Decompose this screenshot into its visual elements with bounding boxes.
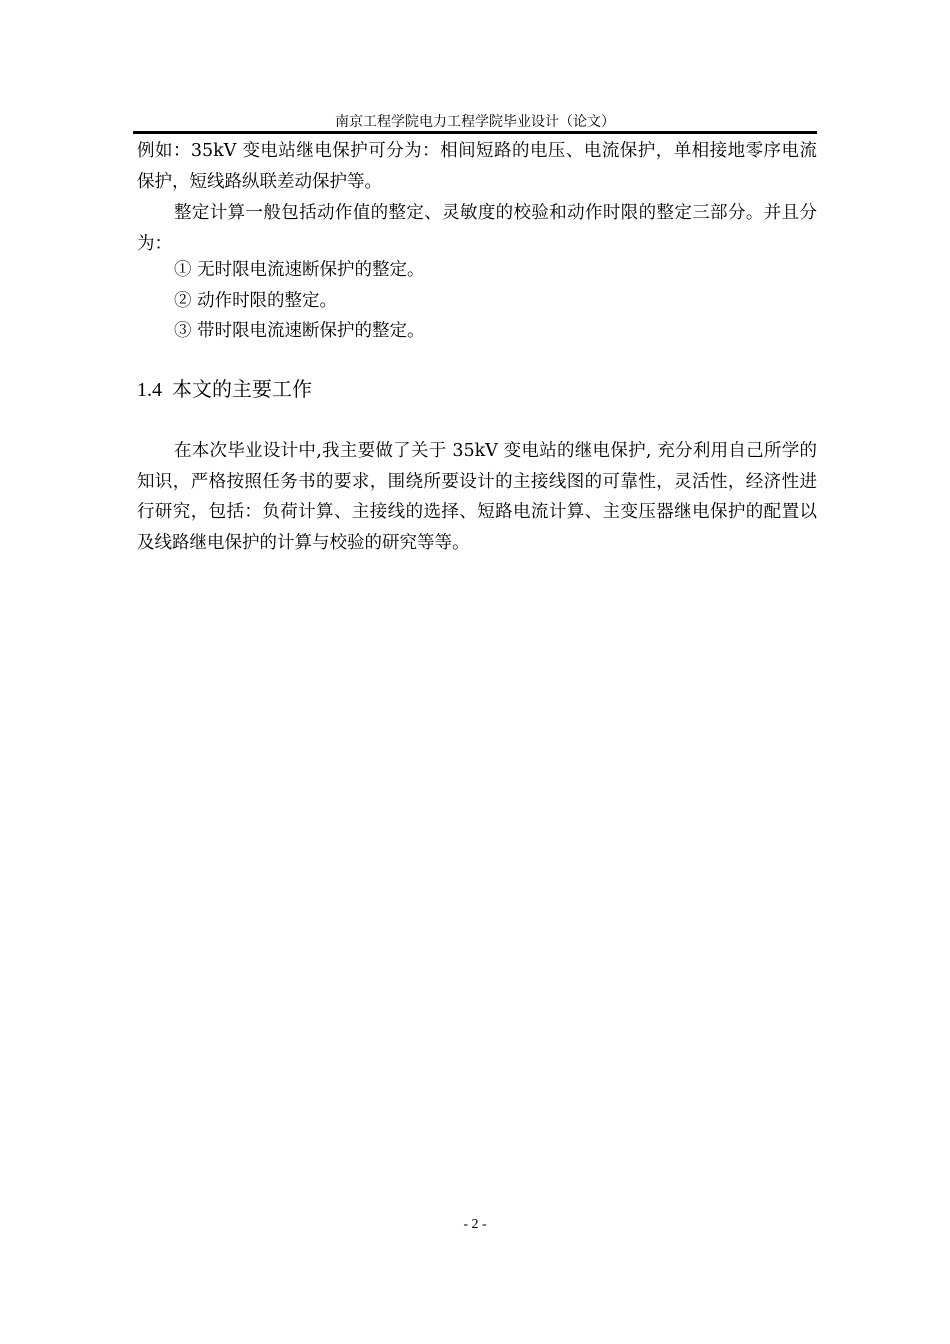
section-heading bbox=[137, 372, 312, 407]
list-item: ① 无时限电流速断保护的整定。 bbox=[174, 260, 425, 280]
paragraph-main-work: 在本次毕业设计中,我主要做了关于 35kV 变电站的继电保护, 充分利用自己所学的知识，严格按照任务书的要求，围绕所要设计的主接线图的可靠性，灵活性，经济性进行研究，包括：负荷计算、主接线的选择、短路电流计算、主变压器继电保护的配置以及线路继电保护的计算与校验的研究等等。 bbox=[137, 441, 817, 553]
list-item: ③ 带时限电流速断保护的整定。 bbox=[174, 321, 425, 341]
section-title: 本文的主要工作 bbox=[172, 377, 312, 401]
paragraph-setting-calculation: 整定计算一般包括动作值的整定、灵敏度的校验和动作时限的整定三部分。并且分为： bbox=[137, 203, 817, 254]
paragraph-protection-types: 例如：35kV 变电站继电保护可分为：相间短路的电压、电流保护，单相接地零序电流保护，短线路纵联差动保护等。 bbox=[137, 141, 817, 192]
page-number: - 2 - bbox=[463, 1217, 487, 1232]
page-header: 南京工程学院电力工程学院毕业设计（论文） bbox=[335, 114, 615, 130]
header-rule bbox=[133, 131, 817, 134]
list-item: ② 动作时限的整定。 bbox=[174, 291, 338, 311]
section-number: 1.4 bbox=[137, 379, 162, 401]
